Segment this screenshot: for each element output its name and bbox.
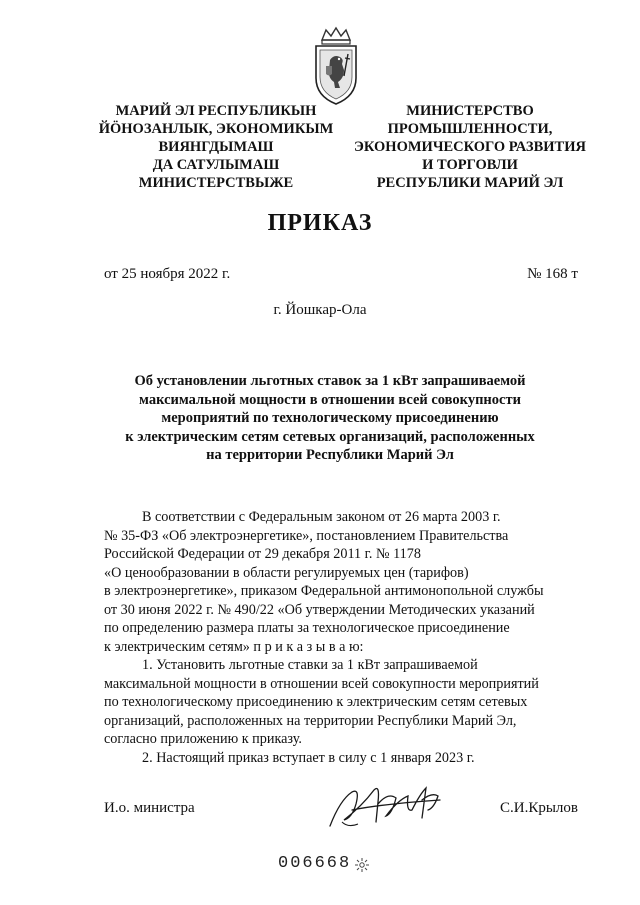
body-line: по определению размера платы за технологическое присоединение <box>104 620 510 636</box>
header-left-line: МИНИСТЕРСТВЫЖЕ <box>138 175 294 191</box>
coat-of-arms-icon <box>304 26 368 106</box>
document-body <box>104 508 574 767</box>
body-line: организаций, расположенных на территории Республики Марий Эл, <box>104 712 517 729</box>
subject-line: на территории Республики Марий Эл <box>206 447 454 463</box>
header-right-line: ПРОМЫШЛЕННОСТИ, <box>387 121 553 137</box>
body-line: 1. Установить льготные ставки за 1 кВт запрашиваемой <box>142 657 478 673</box>
body-line: «О ценообразовании в области регулируемых цен (тарифов) <box>104 564 469 581</box>
handwritten-signature <box>322 770 462 840</box>
document-date: от 25 ноября 2022 г. <box>104 266 231 282</box>
ministry-name-mari <box>80 102 352 192</box>
body-line: согласно приложению к приказу. <box>104 731 302 747</box>
header-right-line: РЕСПУБЛИКИ МАРИЙ ЭЛ <box>376 175 564 191</box>
header-left-line: МАРИЙ ЭЛ РЕСПУБЛИКЫН <box>115 103 317 119</box>
signer-name: С.И.Крылов <box>500 800 578 816</box>
serial-number: 006668 <box>278 854 352 873</box>
header-left-line: ВИЯНГДЫМАШ <box>158 139 274 155</box>
document-city: г. Йошкар-Ола <box>273 302 367 318</box>
body-line: к электрическим сетям» п р и к а з ы в а ю: <box>104 638 364 655</box>
document-number: № 168 т <box>527 266 578 282</box>
body-line: максимальной мощности в отношении всей совокупности мероприятий <box>104 675 539 692</box>
header-left-line: ЙӦНОЗАНЛЫК, ЭКОНОМИКЫМ <box>98 121 334 137</box>
subject-line: Об установлении льготных ставок за 1 кВт запрашиваемой <box>134 373 526 389</box>
body-line: № 35-ФЗ «Об электроэнергетике», постановлением Правительства <box>104 527 509 544</box>
body-line: 2. Настоящий приказ вступает в силу с 1 января 2023 г. <box>142 749 475 766</box>
ministry-name-russian <box>330 102 610 192</box>
header-left-line: ДА САТУЛЫМАШ <box>152 157 280 173</box>
header-right-line: И ТОРГОВЛИ <box>422 157 518 173</box>
document-subject <box>100 372 560 465</box>
body-line: В соответствии с Федеральным законом от 26 марта 2003 г. <box>142 509 501 525</box>
header-right-line: МИНИСТЕРСТВО <box>406 103 534 119</box>
rosette-mark-icon <box>354 857 370 873</box>
subject-line: к электрическим сетям сетевых организаций, расположенных <box>125 428 535 445</box>
body-line: по технологическому присоединению к электрическим сетям сетевых <box>104 694 528 710</box>
header-right-line: ЭКОНОМИЧЕСКОГО РАЗВИТИЯ <box>354 139 586 155</box>
body-line: Российской Федерации от 29 декабря 2011 г. № 1178 <box>104 546 421 562</box>
subject-line: мероприятий по технологическому присоединению <box>161 410 499 426</box>
signer-title: И.о. министра <box>104 800 195 816</box>
body-line: от 30 июня 2022 г. № 490/22 «Об утверждении Методических указаний <box>104 601 535 618</box>
subject-line: максимальной мощности в отношении всей совокупности <box>139 391 521 408</box>
body-line: в электроэнергетике», приказом Федеральной антимонопольной службы <box>104 583 544 599</box>
document-type-title: ПРИКАЗ <box>267 210 373 236</box>
